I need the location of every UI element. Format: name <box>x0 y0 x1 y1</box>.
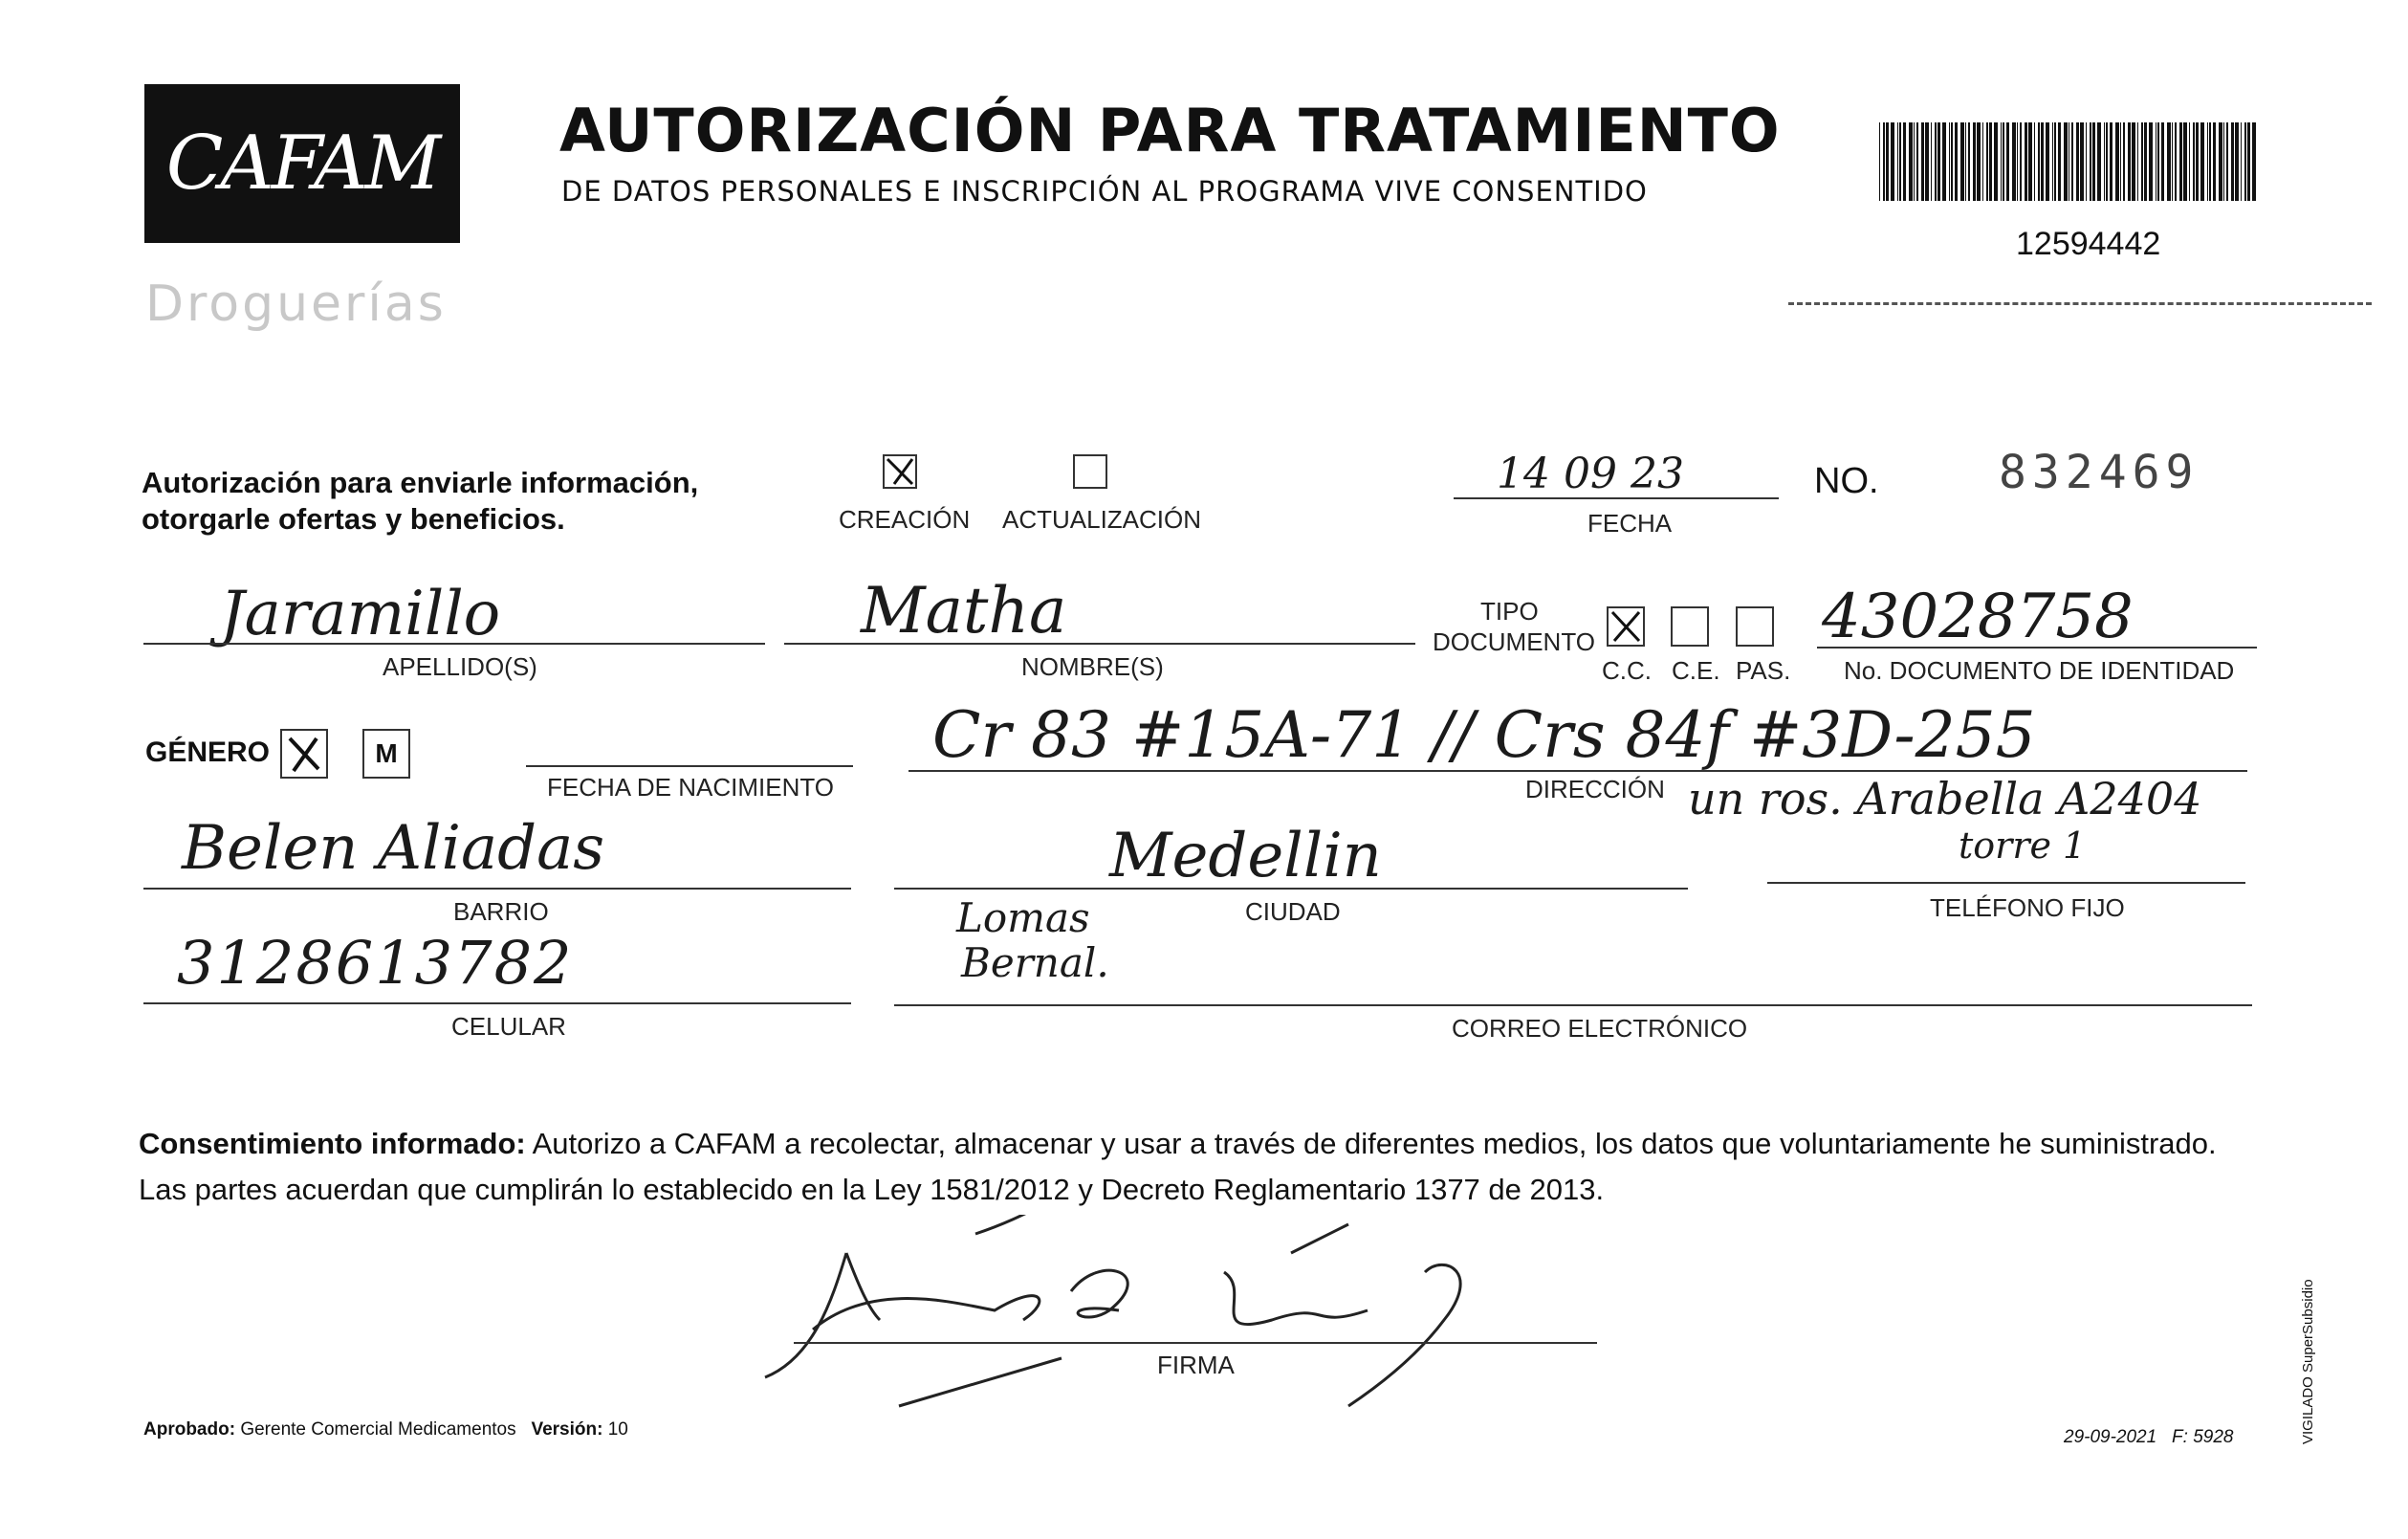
celular-label: CELULAR <box>451 1012 566 1041</box>
actualizacion-checkbox[interactable] <box>1073 454 1107 489</box>
direccion-label: DIRECCIÓN <box>1525 775 1665 803</box>
ciudad-line <box>894 888 1688 890</box>
creacion-checkbox[interactable] <box>883 454 917 489</box>
apellido-label: APELLIDO(S) <box>383 652 537 681</box>
documento-tipo-label: DOCUMENTO <box>1433 627 1595 656</box>
form-subtitle: DE DATOS PERSONALES E INSCRIPCIÓN AL PROGRAMA VIVE CONSENTIDO <box>561 175 1648 208</box>
ce-label: C.E. <box>1672 656 1720 685</box>
check-mark-icon <box>282 731 326 777</box>
fecha-nacimiento-label: FECHA DE NACIMIENTO <box>547 773 835 802</box>
direccion-extra: un ros. Arabella A2404 <box>1688 773 2202 824</box>
correo-extra1: Lomas <box>956 894 1090 941</box>
fecha-nacimiento-line <box>526 765 853 767</box>
documento-label: No. DOCUMENTO DE IDENTIDAD <box>1844 656 2235 685</box>
documento-line <box>1817 647 2257 649</box>
signature-line <box>794 1342 1597 1344</box>
telefono-line <box>1767 882 2245 884</box>
documento-value: 43028758 <box>1822 582 2134 652</box>
no-label: NO. <box>1814 461 1879 501</box>
correo-line <box>894 1004 2252 1006</box>
fecha-label: FECHA <box>1587 509 1673 538</box>
genero-m-checkbox[interactable] <box>362 729 410 779</box>
form-number: 832469 <box>1999 446 2200 499</box>
barcode <box>1879 122 2257 201</box>
ciudad-label: CIUDAD <box>1245 897 1341 926</box>
correo-extra2: Bernal. <box>961 939 1109 986</box>
footer-date-code: 29-09-2021 F: 5928 <box>2064 1427 2234 1447</box>
correo-label: CORREO ELECTRÓNICO <box>1452 1014 1748 1043</box>
nombre-line <box>784 643 1415 645</box>
telefono-label: TELÉFONO FIJO <box>1930 893 2125 922</box>
cc-checkbox[interactable] <box>1607 606 1645 647</box>
genero-f-checkbox[interactable] <box>280 729 328 779</box>
genero-m-label: M <box>375 738 398 768</box>
fecha-value: 14 09 23 <box>1497 450 1684 498</box>
fecha-line <box>1454 497 1779 499</box>
signature-drawing <box>755 1215 1616 1425</box>
apellido-line <box>143 643 765 645</box>
direccion-extra2: torre 1 <box>1959 824 2087 867</box>
nombre-value: Matha <box>861 574 1067 648</box>
ce-checkbox[interactable] <box>1671 606 1709 647</box>
logo: CAFAM <box>165 121 439 207</box>
pas-checkbox[interactable] <box>1736 606 1774 647</box>
consent-text: Consentimiento informado: Autorizo a CAFAM a recolectar, almacenar y usar a través de diferentes medios, los datos que voluntariamente he suministrado. Las partes acuerdan que cumplirán lo establecido en la Ley 1581/2012 y Decreto Reglamentario 1377 de 2013. <box>139 1127 2217 1206</box>
check-mark-icon <box>1609 608 1643 645</box>
direccion-line <box>908 770 2247 772</box>
barcode-number: 12594442 <box>2016 226 2161 262</box>
pas-label: PAS. <box>1736 656 1791 685</box>
barrio-value: Belen Aliadas <box>182 813 605 884</box>
form-title: AUTORIZACIÓN PARA TRATAMIENTO <box>559 96 1781 165</box>
genero-label: GÉNERO <box>145 737 271 768</box>
barrio-label: BARRIO <box>453 897 549 926</box>
genero-f-label: F <box>338 737 353 765</box>
apellido-value: Jaramillo <box>220 579 501 649</box>
direccion-value: Cr 83 #15A-71 // Crs 84f #3D-255 <box>932 698 2036 772</box>
actualizacion-label: ACTUALIZACIÓN <box>1002 505 1202 534</box>
firma-label: FIRMA <box>1157 1351 1235 1379</box>
cc-label: C.C. <box>1602 656 1652 685</box>
divider <box>1788 302 2372 305</box>
vigilado-text: VIGILADO SuperSubsidio <box>2300 1279 2316 1444</box>
celular-value: 3128613782 <box>177 928 574 998</box>
logo-subtitle: Droguerías <box>145 275 447 333</box>
celular-line <box>143 1002 851 1004</box>
tipo-label: TIPO <box>1480 597 1539 626</box>
creacion-label: CREACIÓN <box>839 505 971 534</box>
ciudad-value: Medellin <box>1109 821 1382 891</box>
barrio-line <box>143 888 851 890</box>
nombre-label: NOMBRE(S) <box>1021 652 1164 681</box>
check-mark-icon <box>885 456 915 487</box>
authorization-text: Autorización para enviarle información, otorgarle ofertas y beneficios. <box>142 466 699 536</box>
footer-approved: Aprobado: Gerente Comercial Medicamentos Versión: 10 <box>143 1419 628 1440</box>
